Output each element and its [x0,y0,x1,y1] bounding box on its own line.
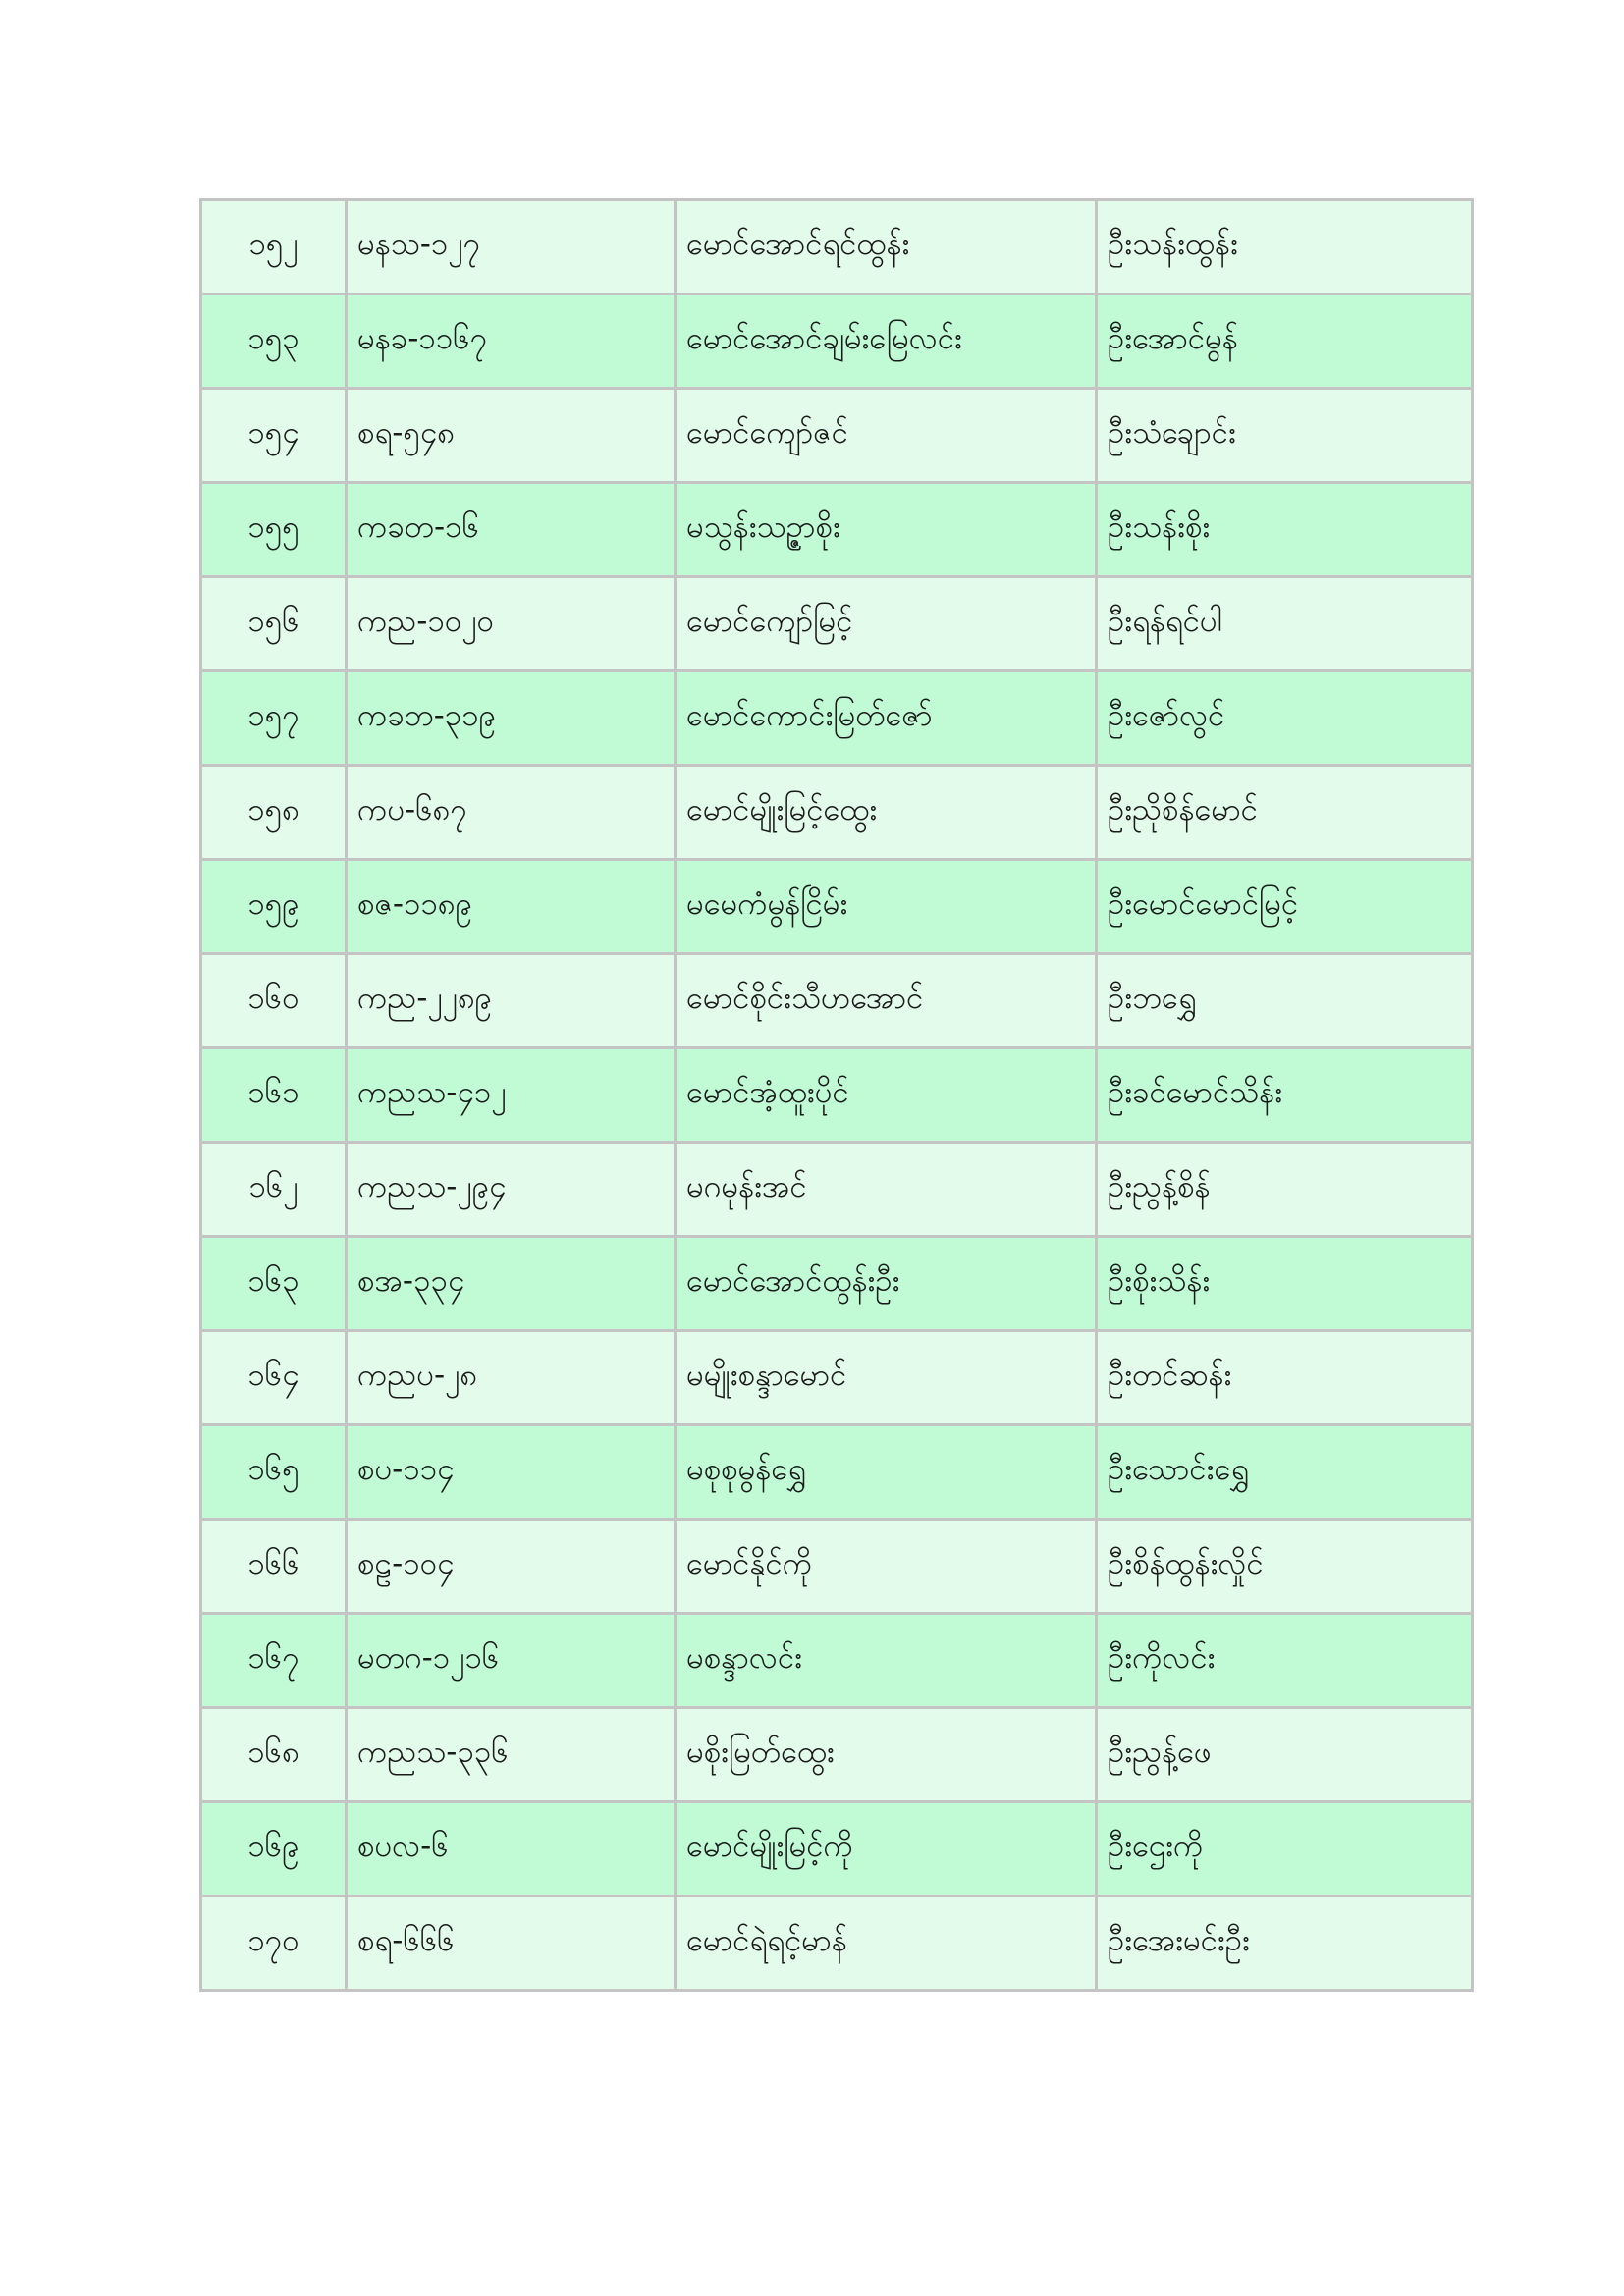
serial-number-cell: ၁၆၄ [201,1331,347,1425]
father-name-cell: ဦးစိုးသိန်း [1097,1237,1473,1331]
student-name-cell: မောင်အောင်ရင်ထွန်း [676,200,1097,294]
table-row [201,483,1473,577]
father-name-cell: ဦးသန်းစိုး [1097,483,1473,577]
father-name-cell: ဦးသောင်းရွှေ [1097,1425,1473,1520]
table-row [201,294,1473,389]
table-row [201,1048,1473,1143]
student-name-cell: မစိုးမြတ်ထွေး [676,1708,1097,1802]
table-row [201,200,1473,294]
registration-number-cell: ကည-၂၂၈၉ [347,954,676,1048]
serial-number-cell: ၁၅၆ [201,577,347,671]
registration-number-cell: စပ-၁၁၄ [347,1425,676,1520]
registration-number-cell: ကညသ-၂၉၄ [347,1143,676,1237]
student-name-cell: မောင်စိုင်းသီဟအောင် [676,954,1097,1048]
table-row [201,1614,1473,1708]
serial-number-cell: ၁၅၇ [201,671,347,766]
registration-number-cell: စပလ-၆ [347,1802,676,1896]
serial-number-cell: ၁၆၁ [201,1048,347,1143]
student-name-cell: မစန္ဒာလင်း [676,1614,1097,1708]
serial-number-cell: ၁၆၈ [201,1708,347,1802]
father-name-cell: ဦးသံချောင်း [1097,389,1473,483]
registration-number-cell: စရ-၅၄၈ [347,389,676,483]
serial-number-cell: ၁၅၃ [201,294,347,389]
student-name-cell: မသွန်းသဥ္ဇာစိုး [676,483,1097,577]
registration-number-cell: မနသ-၁၂၇ [347,200,676,294]
student-name-cell: မောင်ကောင်းမြတ်ဇော် [676,671,1097,766]
father-name-cell: ဦးညွန့်ဖေ [1097,1708,1473,1802]
table-row [201,1143,1473,1237]
father-name-cell: ဦးရန်ရင်ပါ [1097,577,1473,671]
registration-number-cell: ကညသ-၃၃၆ [347,1708,676,1802]
father-name-cell: ဦးမောင်မောင်မြင့် [1097,860,1473,954]
student-name-cell: မောင်နိုင်ကို [676,1520,1097,1614]
table-row [201,1708,1473,1802]
serial-number-cell: ၁၆၉ [201,1802,347,1896]
serial-number-cell: ၁၅၈ [201,766,347,860]
student-name-cell: မောင်ကျော်ဇင် [676,389,1097,483]
serial-number-cell: ၁၆၃ [201,1237,347,1331]
serial-number-cell: ၁၅၉ [201,860,347,954]
table-row [201,954,1473,1048]
registration-number-cell: မတဂ-၁၂၁၆ [347,1614,676,1708]
student-name-cell: မစုစုမွန်ရွှေ [676,1425,1097,1520]
father-name-cell: ဦးဘရွှေ [1097,954,1473,1048]
registration-number-cell: မနခ-၁၁၆၇ [347,294,676,389]
serial-number-cell: ၁၆၇ [201,1614,347,1708]
registration-number-cell: ကပ-၆၈၇ [347,766,676,860]
registration-number-cell: ကည-၁၀၂၀ [347,577,676,671]
student-name-cell: မောင်အံ့ထူးပိုင် [676,1048,1097,1143]
registration-number-cell: ကညပ-၂၈ [347,1331,676,1425]
student-name-cell: မမျိုးစန္ဒာမောင် [676,1331,1097,1425]
student-name-cell: မောင်မျိုးမြင့်ထွေး [676,766,1097,860]
table-row [201,389,1473,483]
table-row [201,1896,1473,1991]
student-name-cell: မောင်အောင်ထွန်းဦး [676,1237,1097,1331]
father-name-cell: ဦးစိန်ထွန်းလှိုင် [1097,1520,1473,1614]
student-name-cell: မောင်အောင်ချမ်းမြေလင်း [676,294,1097,389]
father-name-cell: ဦးခင်မောင်သိန်း [1097,1048,1473,1143]
roster-table-body [201,200,1473,1991]
serial-number-cell: ၁၅၅ [201,483,347,577]
registration-number-cell: စဇ-၁၁၈၉ [347,860,676,954]
serial-number-cell: ၁၇၀ [201,1896,347,1991]
registration-number-cell: ကခတ-၁၆ [347,483,676,577]
father-name-cell: ဦးအောင်မွန် [1097,294,1473,389]
father-name-cell: ဦးဇော်လွင် [1097,671,1473,766]
table-row [201,1237,1473,1331]
registration-number-cell: ကခဘ-၃၁၉ [347,671,676,766]
registration-number-cell: စအ-၃၃၄ [347,1237,676,1331]
serial-number-cell: ၁၆၀ [201,954,347,1048]
registration-number-cell: ကညသ-၄၁၂ [347,1048,676,1143]
serial-number-cell: ၁၆၅ [201,1425,347,1520]
father-name-cell: ဦးအေးမင်းဦး [1097,1896,1473,1991]
table-row [201,1520,1473,1614]
father-name-cell: ဦးတင်ဆန်း [1097,1331,1473,1425]
student-name-cell: မောင်ကျော်မြင့် [676,577,1097,671]
student-name-cell: မောင်မျိုးမြင့်ကို [676,1802,1097,1896]
registration-number-cell: စဠ-၁၀၄ [347,1520,676,1614]
serial-number-cell: ၁၅၂ [201,200,347,294]
student-roster-table [199,198,1474,1992]
table-row [201,671,1473,766]
serial-number-cell: ၁၆၆ [201,1520,347,1614]
father-name-cell: ဦးညိုစိန်မောင် [1097,766,1473,860]
serial-number-cell: ၁၆၂ [201,1143,347,1237]
table-row [201,766,1473,860]
father-name-cell: ဦးဌေးကို [1097,1802,1473,1896]
table-row [201,1802,1473,1896]
father-name-cell: ဦးကိုလင်း [1097,1614,1473,1708]
serial-number-cell: ၁၅၄ [201,389,347,483]
table-row [201,1331,1473,1425]
student-name-cell: မောင်ရဲရင့်မာန် [676,1896,1097,1991]
student-name-cell: မဂမုန်းအင် [676,1143,1097,1237]
table-row [201,1425,1473,1520]
father-name-cell: ဦးညွန့်စိန် [1097,1143,1473,1237]
table-row [201,577,1473,671]
student-name-cell: မမေကံမွန်ငြိမ်း [676,860,1097,954]
table-row [201,860,1473,954]
registration-number-cell: စရ-၆၆၆ [347,1896,676,1991]
father-name-cell: ဦးသန်းထွန်း [1097,200,1473,294]
